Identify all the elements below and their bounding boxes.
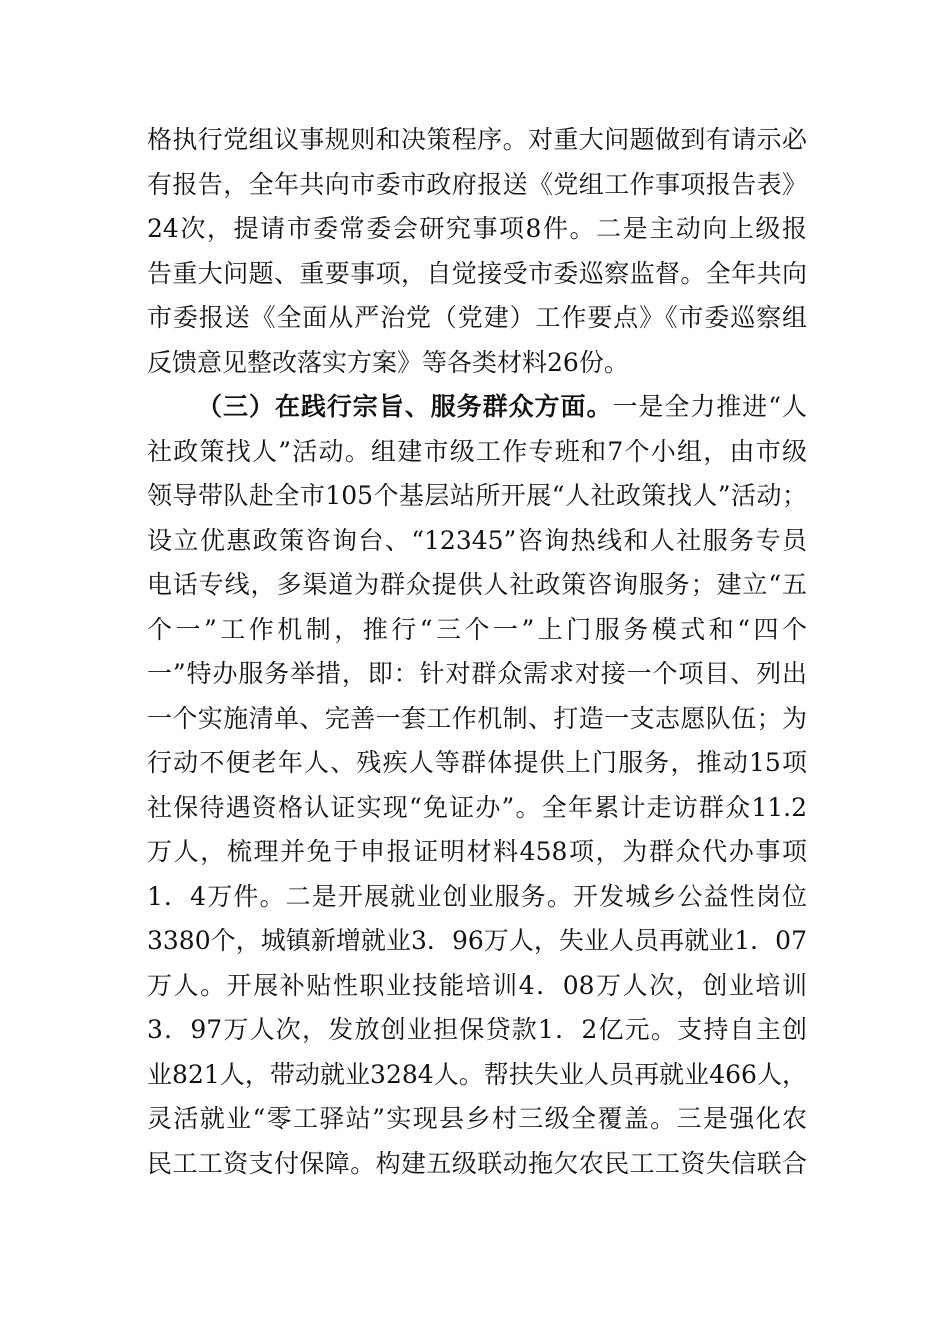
paragraph-first-line bbox=[147, 385, 807, 430]
text-line: 一个实施清单、完善一套工作机制、打造一支志愿队伍；为 bbox=[147, 703, 807, 733]
text-line: 1．4万件。二是开展就业创业服务。开发城乡公益性岗位 bbox=[147, 881, 807, 911]
text-line: 个一”工作机制，推行“三个一”上门服务模式和“四个 bbox=[147, 614, 807, 644]
text-line: 市委报送《全面从严治党（党建）工作要点》《市委巡察组 bbox=[147, 303, 807, 332]
text-line: 反馈意见整改落实方案》等各类材料26份。 bbox=[147, 347, 629, 377]
text-line: 领导带队赴全市105个基层站所开展“人社政策找人”活动； bbox=[147, 481, 807, 510]
text-line: 格执行党组议事规则和决策程序。对重大问题做到有请示必 bbox=[147, 125, 807, 154]
text-line: 社政策找人”活动。组建市级工作专班和7个小组，由市级 bbox=[147, 436, 807, 466]
text-line: 告重大问题、重要事项，自觉接受市委巡察监督。全年共向 bbox=[147, 258, 807, 288]
text-line: 24次，提请市委常委会研究事项8件。二是主动向上级报 bbox=[147, 214, 807, 243]
text-line: 3380个，城镇新增就业3．96万人，失业人员再就业1．07 bbox=[147, 926, 807, 955]
text-line: 民工工资支付保障。构建五级联动拖欠农民工工资失信联合 bbox=[147, 1148, 807, 1178]
text-line: 有报告，全年共向市委市政府报送《党组工作事项报告表》 bbox=[147, 169, 807, 199]
section-heading: （三）在践行宗旨、服务群众方面。 bbox=[197, 392, 613, 421]
text-line: 社保待遇资格认证实现“免证办”。全年累计走访群众11.2 bbox=[147, 792, 807, 822]
text-line: 万人，梳理并免于申报证明材料458项，为群众代办事项 bbox=[147, 837, 807, 866]
text-run: 一是全力推进“人 bbox=[612, 392, 807, 421]
text-line: 万人。开展补贴性职业技能培训4．08万人次，创业培训 bbox=[147, 970, 807, 1000]
text-line: 行动不便老年人、残疾人等群体提供上门服务，推动15项 bbox=[147, 748, 807, 777]
text-line: 灵活就业“零工驿站”实现县乡村三级全覆盖。三是强化农 bbox=[147, 1104, 807, 1133]
text-line: 业821人，带动就业3284人。帮扶失业人员再就业466人， bbox=[147, 1059, 807, 1089]
document-body bbox=[147, 118, 807, 1186]
text-line: 设立优惠政策咨询台、“12345”咨询热线和人社服务专员 bbox=[147, 525, 807, 555]
text-line: 电话专线，多渠道为群众提供人社政策咨询服务；建立“五 bbox=[147, 570, 807, 599]
text-line: 3．97万人次，发放创业担保贷款1．2亿元。支持自主创 bbox=[147, 1015, 807, 1044]
text-line: 一”特办服务举措，即：针对群众需求对接一个项目、列出 bbox=[147, 659, 807, 688]
